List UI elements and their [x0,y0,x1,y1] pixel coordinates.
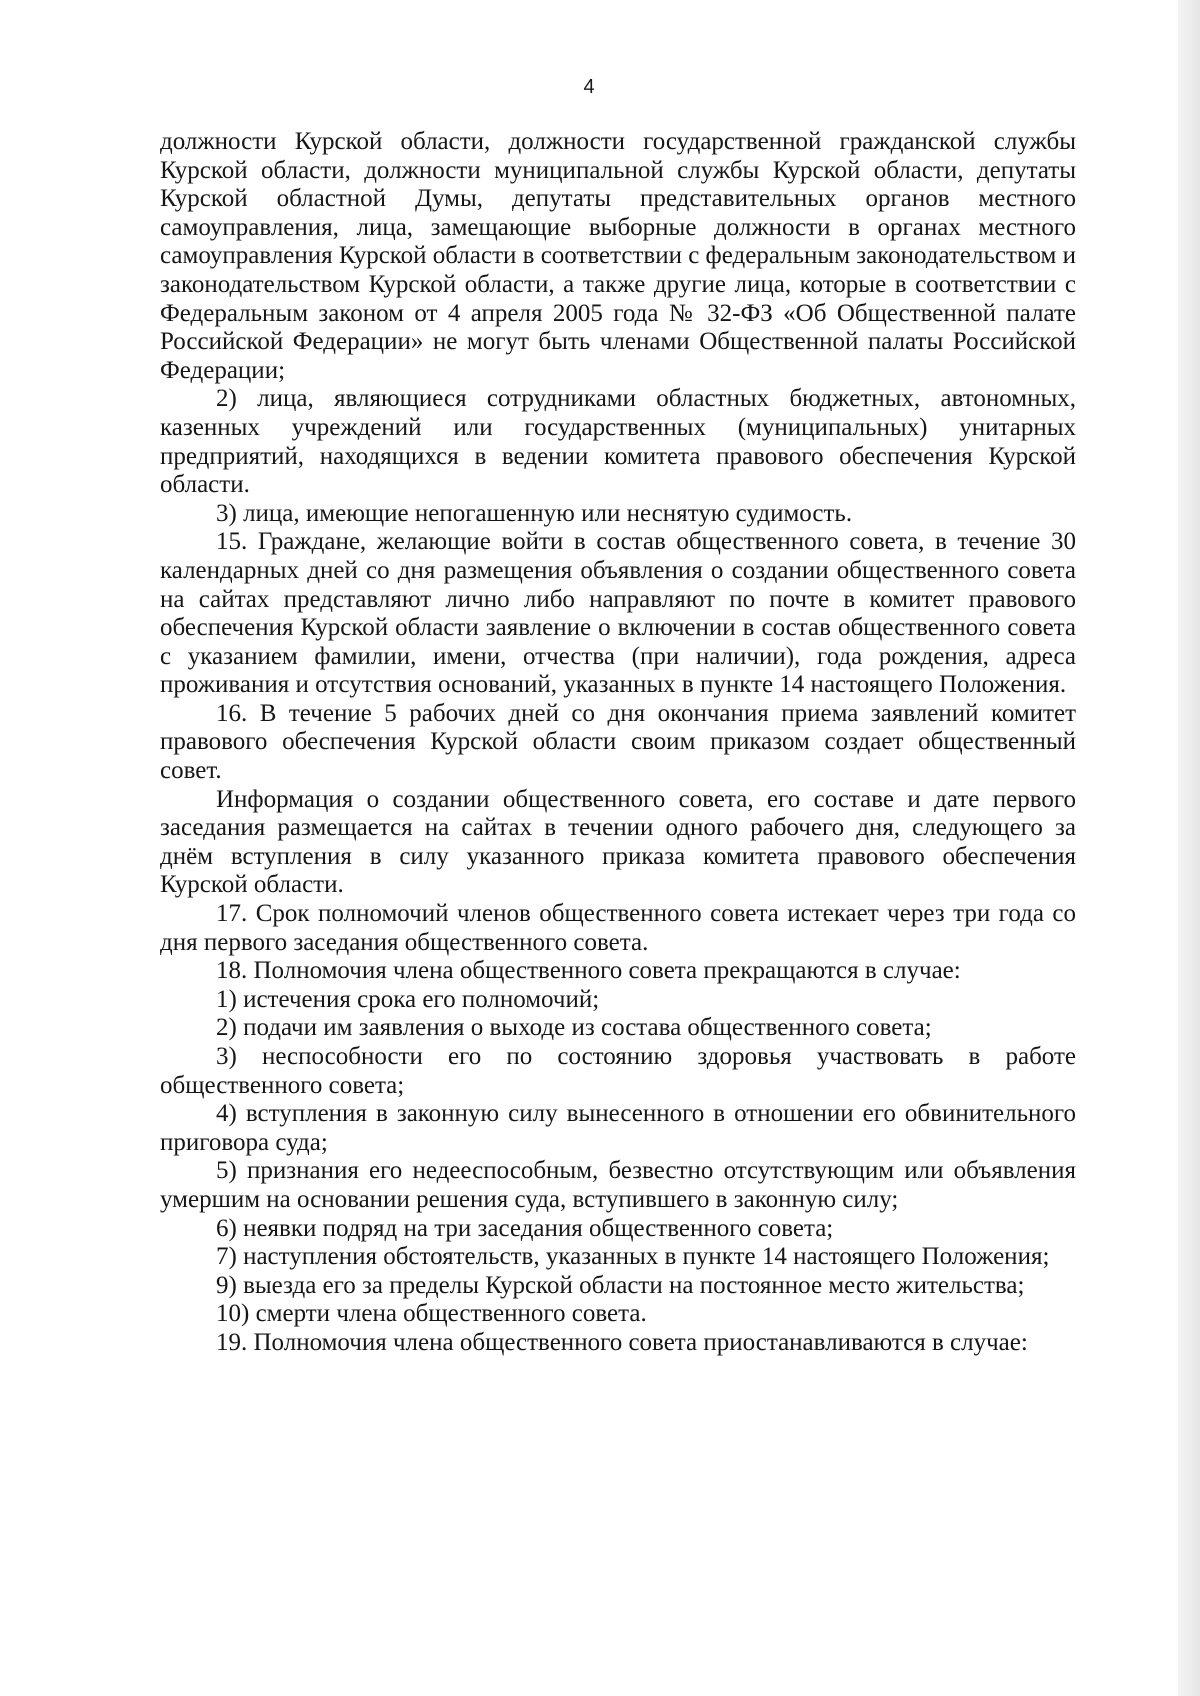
clause-18-item-2: 2) подачи им заявления о выходе из состава общественного совета; [216,1014,932,1042]
document-body [160,128,1076,1358]
clause-18: 18. Полномочия члена общественного совета прекращаются в случае: [216,957,961,985]
clause-18-item-4: 4) вступления в законную силу вынесенного в отношении его обвинительного приговора суда; [160,1100,1076,1156]
clause-19: 19. Полномочия члена общественного совета приостанавливаются в случае: [216,1328,1028,1356]
list-item-2: 2) лица, являющиеся сотрудниками областных бюджетных, автономных, казенных учреждений или государственных (муниципальных) унитарных предприятий, находящихся в ведении комитета правового обеспечения Курской области. [160,385,1076,499]
clause-18-item-6: 6) неявки подряд на три заседания общественного совета; [216,1214,834,1242]
clause-18-item-9: 9) выезда его за пределы Курской области на постоянное место жительства; [216,1271,1025,1299]
paragraph-continuation: должности Курской области, должности государственной гражданской службы Курской области, должности муниципальной службы Курской области, депутаты Курской областной Думы, депутаты представительных органов местного самоуправления, лица, замещающие выборные должности в органах местного самоуправления Курской области в соответствии с федеральным законодательством и законодательством Курской области, а также другие лица, которые в соответствии с Федеральным законом от 4 апреля 2005 года № 32-ФЗ «Об Общественной палате Российской Федерации» не могут быть членами Общественной палаты Российской Федерации; [160,128,1076,384]
clause-18-item-10: 10) смерти члена общественного совета. [216,1300,647,1328]
page-number: 4 [583,76,595,98]
clause-18-item-5: 5) признания его недееспособным, безвестно отсутствующим или объявления умершим на основании решения суда, вступившего в законную силу; [160,1157,1076,1213]
page-edge-shadow [1178,0,1200,1696]
clause-16-info: Информация о создании общественного совета, его составе и дате первого заседания размещается на сайтах в течении одного рабочего дня, следующего за днём вступления в силу указанного приказа комитета правового обеспечения Курской области. [160,785,1076,899]
list-item-3: 3) лица, имеющие непогашенную или неснятую судимость. [216,499,853,527]
clause-18-item-7: 7) наступления обстоятельств, указанных в пункте 14 настоящего Положения; [216,1243,1050,1271]
clause-16: 16. В течение 5 рабочих дней со дня окончания приема заявлений комитет правового обеспечения Курской области своим приказом создает общественный совет. [160,699,1076,785]
clause-18-item-3: 3) неспособности его по состоянию здоровья участвовать в работе общественного совета; [160,1043,1076,1099]
clause-17: 17. Срок полномочий членов общественного совета истекает через три года со дня первого заседания общественного совета. [160,900,1076,956]
clause-18-item-1: 1) истечения срока его полномочий; [216,985,600,1013]
clause-15: 15. Граждане, желающие войти в состав общественного совета, в течение 30 календарных дней со дня размещения объявления о создании общественного совета на сайтах представляют лично либо направляют по почте в комитет правового обеспечения Курской области заявление о включении в состав общественного совета с указанием фамилии, имени, отчества (при наличии), года рождения, адреса проживания и отсутствия оснований, указанных в пункте 14 настоящего Положения. [160,528,1076,699]
